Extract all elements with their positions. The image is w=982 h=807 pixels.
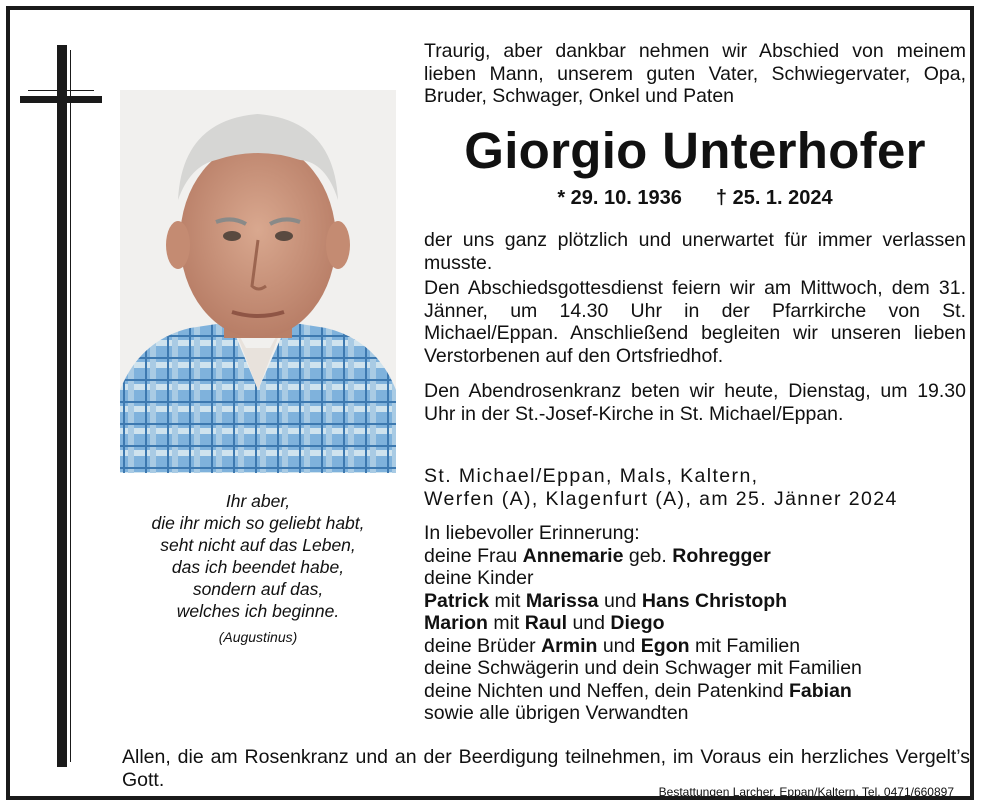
obituary-frame [6,6,974,800]
death-date: † 25. 1. 2024 [715,187,833,209]
life-dates [424,187,966,210]
cross-post-line [70,50,71,762]
cross-bar [20,96,102,103]
place-line: Werfen (A), Klagenfurt (A), am 25. Jänner 2024 [424,487,898,510]
cross-icon [57,45,67,767]
mourner-brothers: deine Brüder Armin und Egon mit Familien [424,634,801,657]
mourner-children-label: deine Kinder [424,567,534,589]
portrait-photo [120,90,396,473]
mourner-child: Patrick mit Marissa und Hans Christoph [424,589,788,612]
quote-line: die ihr mich so geliebt habt, [151,513,365,533]
place-line: St. Michael/Eppan, Mals, Kaltern, [424,465,759,487]
mourner-inlaws: deine Schwägerin und dein Schwager mit Familien [424,657,862,679]
place-date [424,465,966,510]
quote-block [120,490,396,648]
closing-text: Allen, die am Rosenkranz und an der Beerdigung teilnehmen, im Voraus ein herzliches Vergelt’s Gott. [122,746,970,791]
funeral-service-text: Den Abschiedsgottesdienst feiern wir am Mittwoch, dem 31. Jänner, um 14.30 Uhr in der Pfarrkirche von St. Michael/Eppan. Anschließend begleiten wir unseren lieben Verstorbenen auf den Ortsfriedhof. [424,277,966,367]
quote-line: sondern auf das, [192,579,324,599]
mourner-others: sowie alle übrigen Verwandten [424,702,689,724]
mourner-wife: deine Frau Annemarie geb. Rohregger [424,544,771,567]
mourners-list [424,522,966,725]
quote-line: Ihr aber, [225,491,291,511]
intro-text: Traurig, aber dankbar nehmen wir Abschied von meinem lieben Mann, unserem guten Vater, Schwiegervater, Opa, Bruder, Schwager, Onkel und Paten [424,40,966,107]
quote-line: das ich beendet habe, [171,557,345,577]
portrait-illustration [120,90,396,473]
rosary-text: Den Abendrosenkranz beten wir heute, Dienstag, um 19.30 Uhr in der St.-Josef-Kirche in St. Michael/Eppan. [424,380,966,425]
passing-text: der uns ganz plötzlich und unerwartet für immer verlassen musste. [424,229,966,274]
deceased-name: Giorgio Unterhofer [464,122,926,179]
quote-line: seht nicht auf das Leben, [160,535,356,555]
birth-date: * 29. 10. 1936 [557,187,682,209]
quote-line: welches ich beginne. [176,601,340,621]
cross-bar-line [28,90,94,91]
mourner-nieces: deine Nichten und Neffen, dein Patenkind Fabian [424,679,852,702]
mourners-heading: In liebevoller Erinnerung: [424,522,640,544]
quote-source: (Augustinus) [218,629,298,645]
mourner-child: Marion mit Raul und Diego [424,612,665,634]
undertaker-info: Bestattungen Larcher, Eppan/Kaltern, Tel. 0471/660897 [658,785,954,799]
